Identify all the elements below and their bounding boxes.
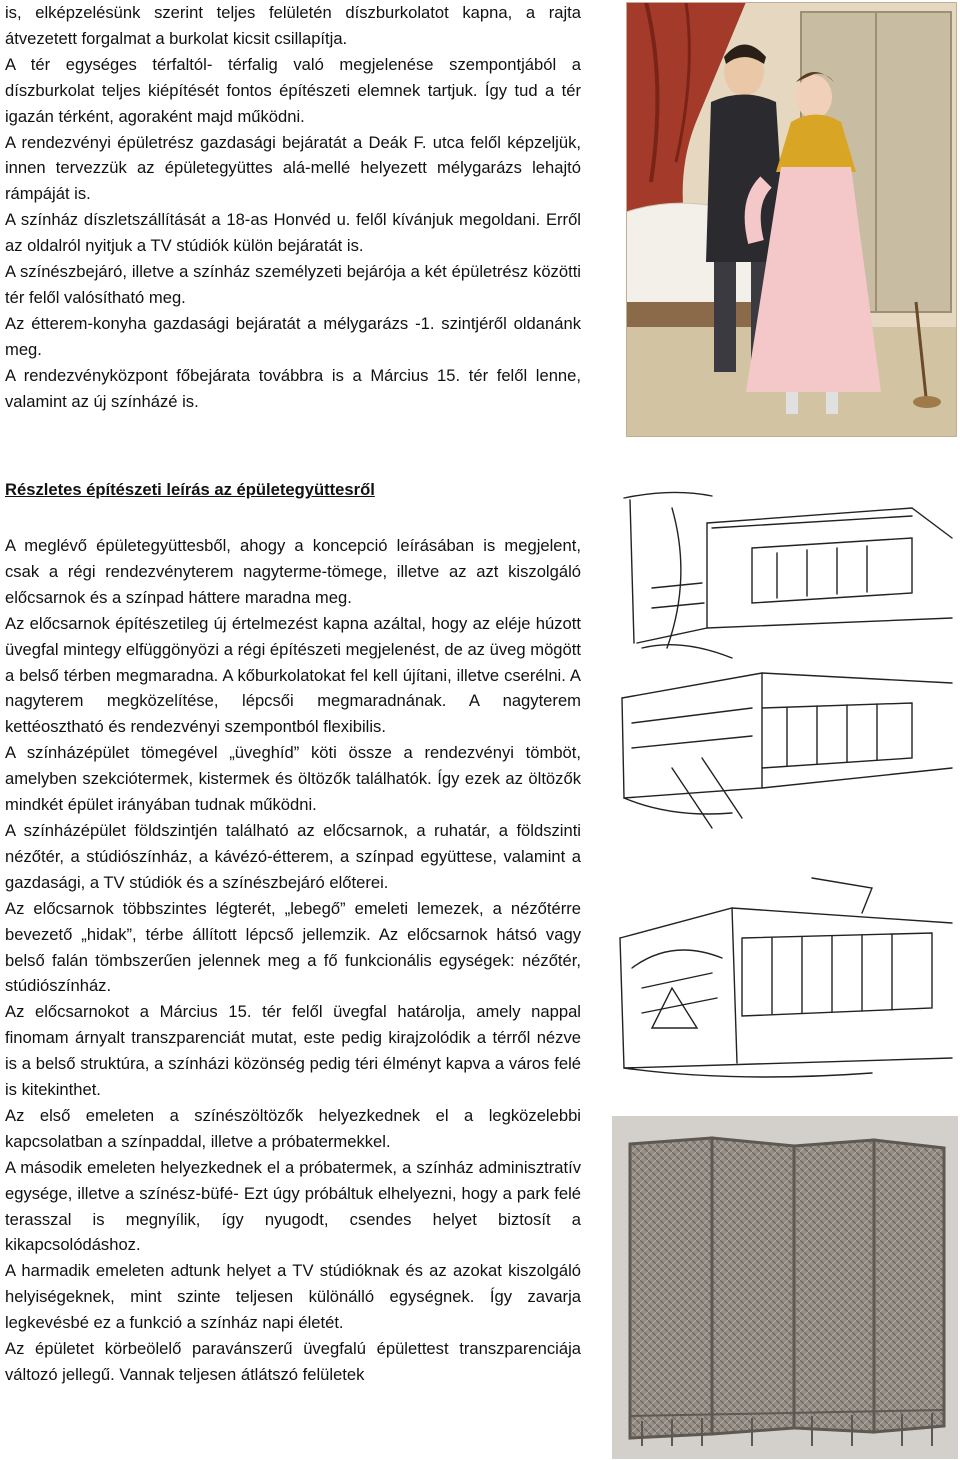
- paragraph: Az első emeleten a színészöltözők helyezkednek el a legközelebbi kapcsolatban a színpaddal, illetve a próbatermekkel.: [5, 1105, 581, 1151]
- romantic-couple-painting-icon: [626, 2, 957, 437]
- paragraph: Az épületet körbeölelő paravánszerű üvegfalú épülettest transzparenciája változó jellegű. Vannak teljesen átlátszó felületek: [5, 1339, 581, 1384]
- paragraph: A színház díszletszállítását a 18-as Honvéd u. felől kívánjuk megoldani. Erről az oldalról nyitjuk a TV stúdiók külön bejáratát is.: [5, 210, 581, 256]
- paragraph: Az előcsarnokot a Március 15. tér felől üvegfal határolja, amely nappal finomam árnyalt transzparenciát mutat, este pedig kirajzolódik a térről nézve is a belső struktúra, a színházi közönség pedig téri élményt kapva a város felé is kitekinthet.: [5, 1002, 581, 1100]
- intro-text: [5, 0, 581, 415]
- paragraph: A második emeleten helyezkednek el a próbatermek, a színház adminisztratív egysége, illetve a színész-büfé- Ezt úgy próbáltuk elhelyezni, hogy a park felé terasszal is megnyílik, így nyugodt, csendes helyet biztosít a kikapcsolódáshoz.: [5, 1157, 581, 1255]
- paragraph: is, elképzelésünk szerint teljes felületén díszburkolatot kapna, a rajta átvezetett forgalmat a burkolat kicsit csillapítja.: [5, 3, 581, 48]
- description-text: [5, 533, 581, 1388]
- section-heading: Részletes építészeti leírás az épületegyüttesről: [5, 480, 375, 499]
- paragraph: A színészbejáró, illetve a színház személyzeti bejárója a két épületrész közötti tér felől valósítható meg.: [5, 262, 581, 307]
- paragraph: Az előcsarnok építészetileg új értelmezést kapna azáltal, hogy az eléje húzott üvegfal mintegy elfüggönyözi a régi építészeti megjelenést, de az üveg mögött a belső térben megmaradna. A kőburkolatokat fel kell újítani, illetve cserélni. A nagyterem megközelítése, lépcsői megmaradnának. A nagyterem kettéosztható és rendezvényi szempontból flexibilis.: [5, 613, 581, 737]
- paragraph: A tér egységes térfaltól- térfalig való megjelenése szempontjából a díszburkolat teljes kiépítését fontos építészeti elemnek tartjuk. Így tud a tér igazán térként, agoraként majd működni.: [5, 54, 581, 126]
- building-sketch-illustration: [612, 468, 960, 1108]
- paragraph: A harmadik emeleten adtunk helyet a TV stúdióknak és az azokat kiszolgáló helyiségeknek, mint szinte teljesen különálló egységnek. Így zavarja legkevésbé ez a funkció a színház napi életét.: [5, 1261, 581, 1333]
- paragraph: A színházépület földszintjén található az előcsarnok, a ruhatár, a földszinti nézőtér, a stúdiószínház, a kávézó-étterem, a színpad együttese, valamint a gazdasági, a TV stúdiók és a színészbejáró előterei.: [5, 820, 581, 892]
- paragraph: Az előcsarnok többszintes légterét, „lebegő” emeleti lemezek, a nézőtérre bevezető „hidak”, térbe állított lépcső jellemzik. Az előcsarnok hátsó vagy belső falán tömbszerűen jelennek meg a fő funkcionális egységek: nézőtér, stúdiószínház.: [5, 898, 581, 996]
- paragraph: A rendezvényi épületrész gazdasági bejáratát a Deák F. utca felől képzeljük, innen tervezzük az épületegyüttes alá-mellé helyezett mélygarázs lehajtó rámpáját is.: [5, 132, 581, 204]
- woven-screen-illustration: [612, 1116, 958, 1459]
- building-sketch-icon: [612, 468, 960, 1108]
- paragraph: A meglévő épületegyüttesből, ahogy a koncepció leírásában is megjelent, csak a régi rendezvényterem nagyterme-tömege, illetve az azt kiszolgáló előcsarnok és a színpad háttere maradna meg.: [5, 536, 581, 607]
- paragraph: A rendezvényközpont főbejárata továbbra is a Március 15. tér felől lenne, valamint az új színházé is.: [5, 365, 581, 411]
- painting-illustration: [626, 2, 957, 437]
- paragraph: Az étterem-konyha gazdasági bejáratát a mélygarázs -1. szintjéről oldanánk meg.: [5, 313, 581, 359]
- paragraph: A színházépület tömegével „üveghíd” köti össze a rendezvényi tömböt, amelyben szekciótermek, kistermek és öltözők találhatók. Így ezek az öltözők mindkét épület irányában tudnak működni.: [5, 743, 581, 815]
- woven-folding-screen-icon: [612, 1116, 958, 1459]
